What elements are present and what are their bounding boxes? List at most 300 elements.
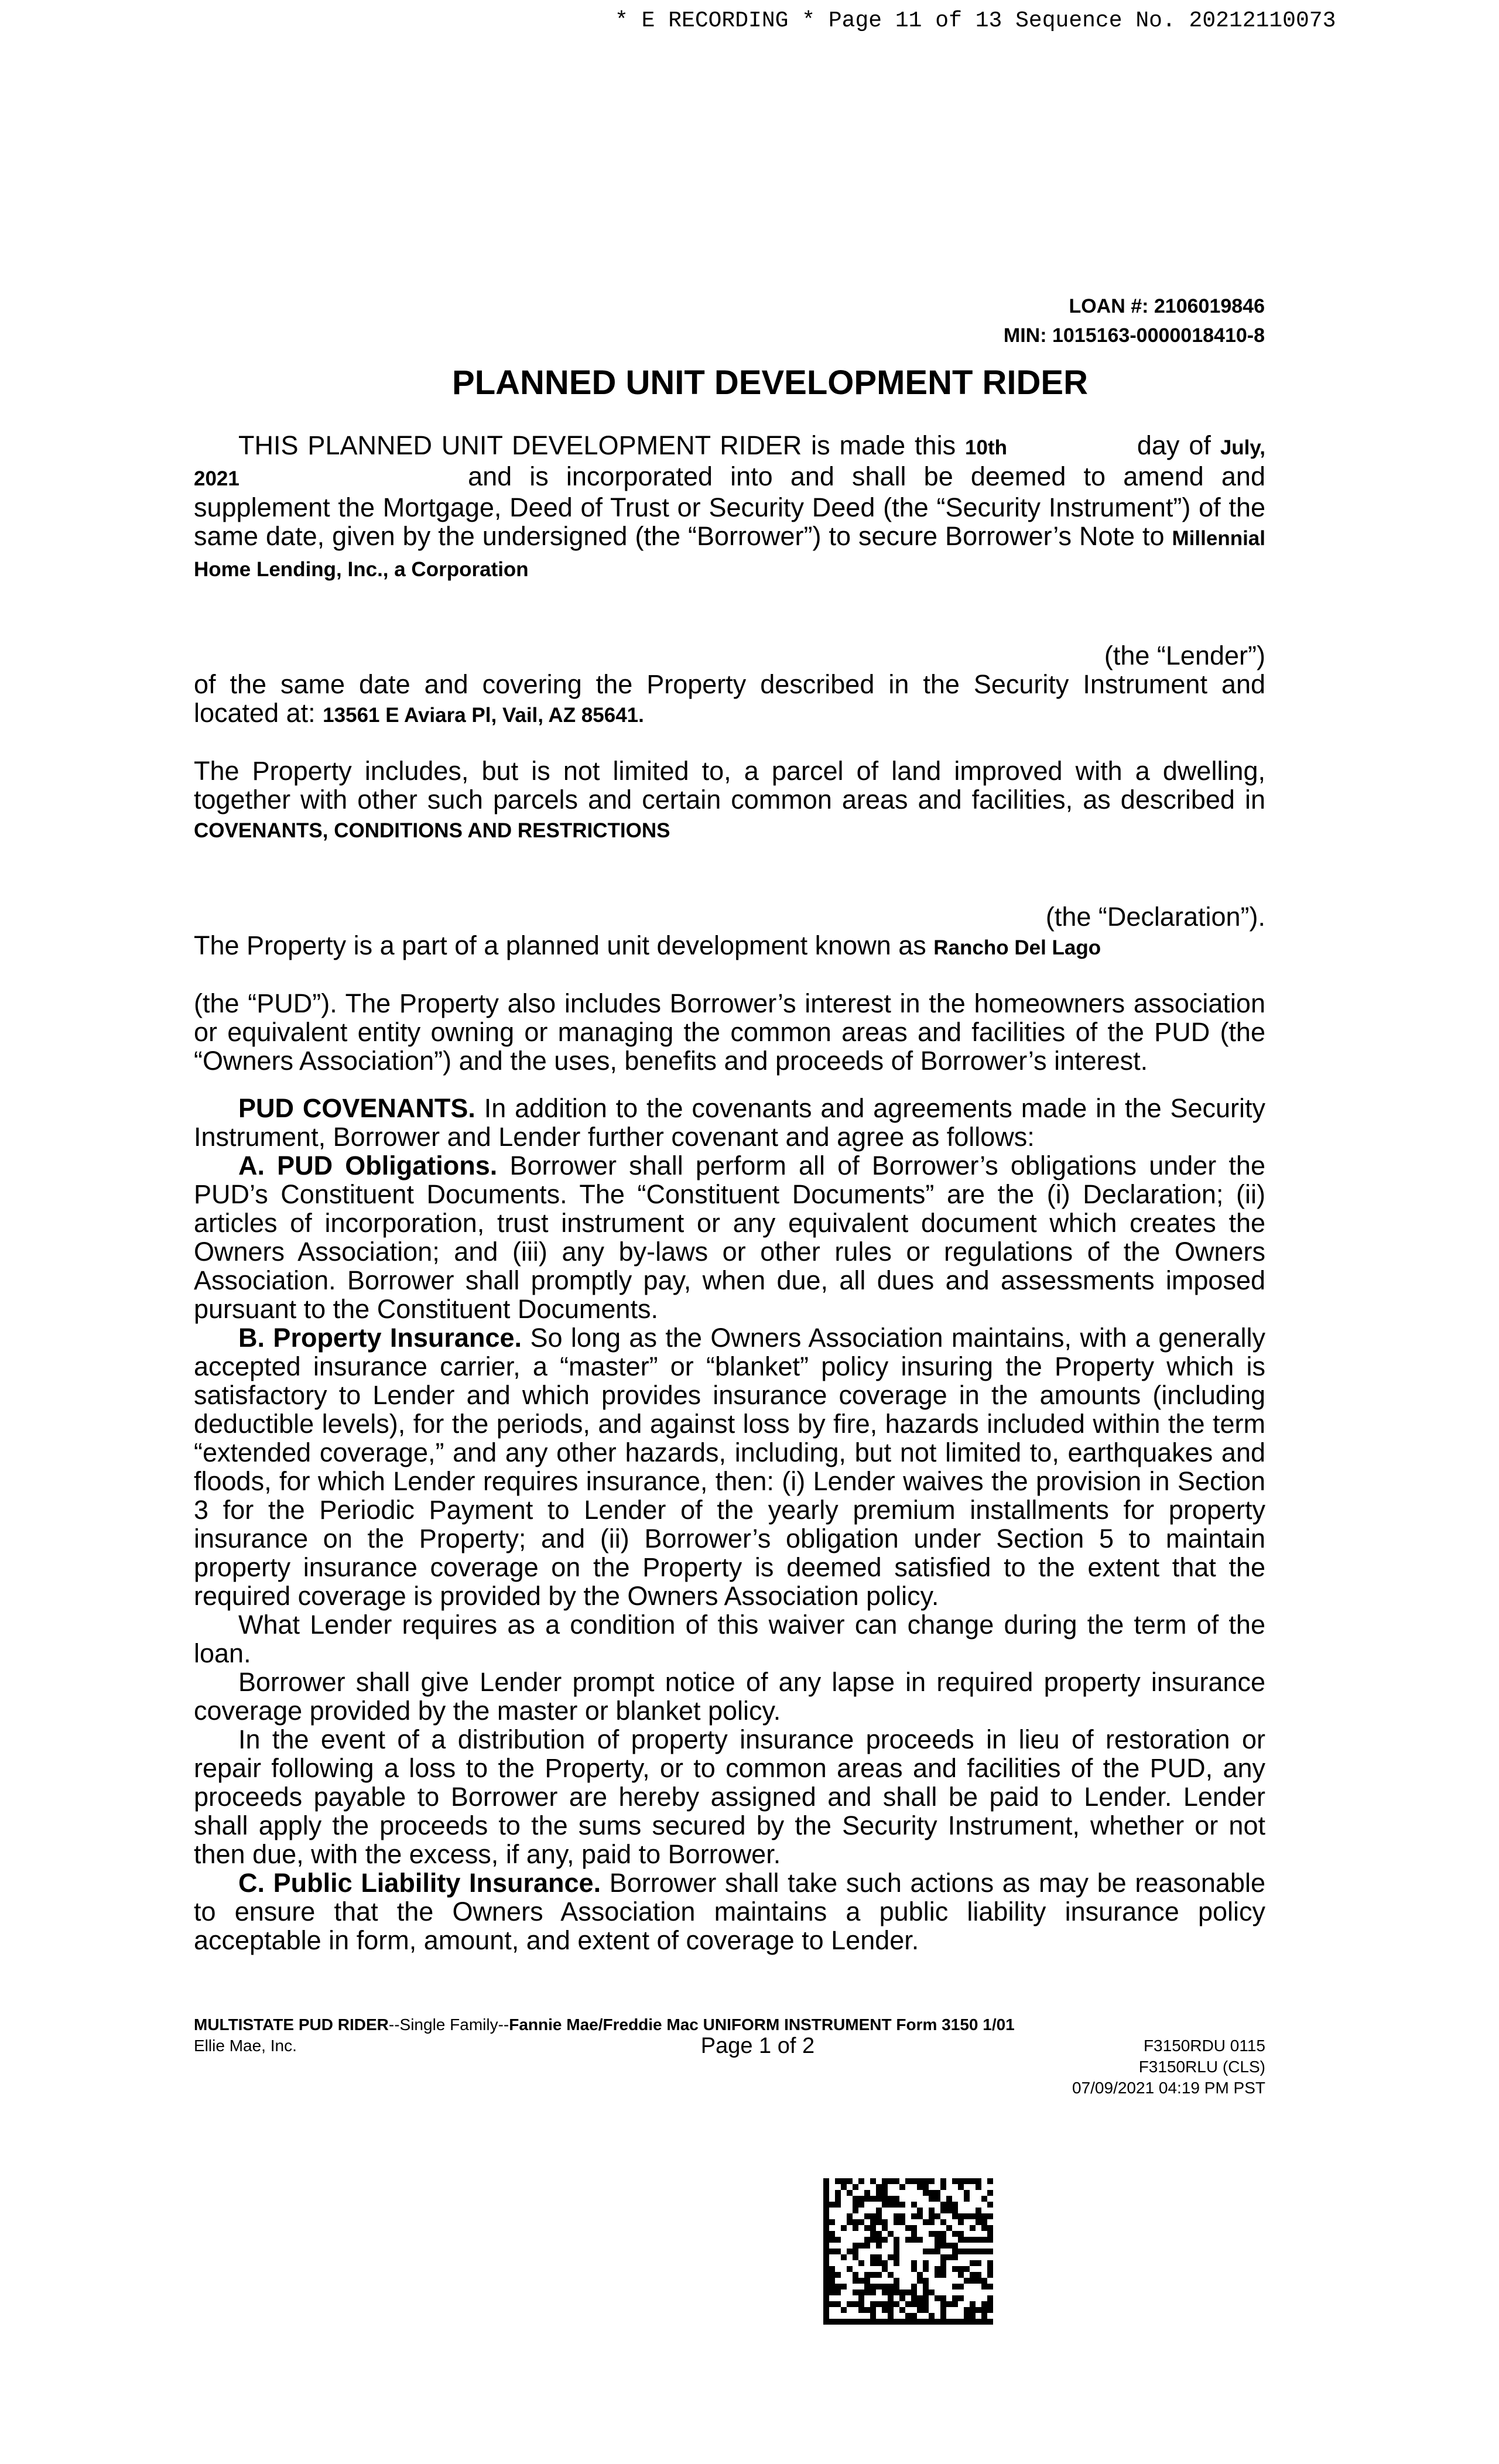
barcode-cell xyxy=(882,2219,888,2225)
barcode-cell xyxy=(858,2178,864,2184)
barcode-cell xyxy=(823,2196,829,2202)
barcode-cell xyxy=(952,2295,958,2301)
document-body xyxy=(194,431,1265,1955)
barcode-cell xyxy=(958,2284,964,2290)
barcode-cell xyxy=(917,2237,923,2243)
barcode-cell xyxy=(853,2249,858,2254)
barcode-cell xyxy=(870,2231,876,2237)
barcode-cell xyxy=(894,2260,899,2266)
barcode-cell xyxy=(835,2284,841,2290)
barcode-cell xyxy=(905,2178,911,2184)
barcode-cell xyxy=(858,2196,864,2202)
barcode-cell xyxy=(870,2213,876,2219)
barcode-cell xyxy=(882,2266,888,2272)
barcode-cell xyxy=(976,2260,981,2266)
barcode-cell xyxy=(970,2301,976,2307)
barcode-cell xyxy=(923,2178,929,2184)
barcode-cell xyxy=(976,2178,981,2184)
barcode-cell xyxy=(876,2208,882,2213)
page-number: Page 1 of 2 xyxy=(700,2034,815,2058)
barcode-cell xyxy=(841,2254,847,2260)
barcode-cell xyxy=(823,2184,829,2190)
barcode-cell xyxy=(847,2219,853,2225)
barcode-cell xyxy=(876,2219,882,2225)
barcode-cell xyxy=(864,2213,870,2219)
barcode-cell xyxy=(823,2190,829,2196)
barcode-2d-icon xyxy=(823,2178,993,2325)
barcode-cell xyxy=(858,2260,864,2266)
barcode-cell xyxy=(899,2319,905,2325)
intro-text-3: and is incorporated into and shall be deemed to amend and supplement the Mortgage, Deed of Trust or Security Deed (the “Security Instrument”) of the same date, given by the undersigned (the “Borrower”) to secure Borrower’s Note to xyxy=(194,461,1265,551)
barcode-cell xyxy=(864,2278,870,2284)
barcode-cell xyxy=(935,2266,940,2272)
barcode-cell xyxy=(970,2225,976,2231)
barcode-cell xyxy=(987,2260,993,2266)
barcode-cell xyxy=(970,2213,976,2219)
barcode-cell xyxy=(888,2254,894,2260)
form-code-1: F3150RDU 0115 xyxy=(1143,2037,1265,2055)
barcode-cell xyxy=(911,2260,917,2266)
barcode-cell xyxy=(888,2301,894,2307)
barcode-cell xyxy=(876,2319,882,2325)
barcode-cell xyxy=(894,2278,899,2284)
barcode-cell xyxy=(964,2190,970,2196)
barcode-cell xyxy=(835,2301,841,2307)
barcode-cell xyxy=(858,2202,864,2208)
barcode-cell xyxy=(964,2237,970,2243)
barcode-cell xyxy=(981,2301,987,2307)
barcode-cell xyxy=(987,2231,993,2237)
barcode-cell xyxy=(899,2213,905,2219)
barcode-cell xyxy=(923,2184,929,2190)
barcode-cell xyxy=(870,2284,876,2290)
barcode-cell xyxy=(882,2284,888,2290)
barcode-cell xyxy=(911,2319,917,2325)
barcode-cell xyxy=(917,2301,923,2307)
barcode-cell xyxy=(882,2307,888,2313)
barcode-cell xyxy=(981,2307,987,2313)
barcode-cell xyxy=(929,2208,935,2213)
barcode-cell xyxy=(858,2278,864,2284)
barcode-cell xyxy=(853,2301,858,2307)
barcode-cell xyxy=(917,2213,923,2219)
intro-text-1: THIS PLANNED UNIT DEVELOPMENT RIDER is made this xyxy=(238,430,956,460)
barcode-cell xyxy=(870,2254,876,2260)
barcode-cell xyxy=(911,2237,917,2243)
barcode-cell xyxy=(935,2190,940,2196)
barcode-cell xyxy=(853,2196,858,2202)
barcode-cell xyxy=(894,2178,899,2184)
form-title: MULTISTATE PUD RIDER xyxy=(194,2015,389,2034)
barcode-cell xyxy=(905,2313,911,2319)
barcode-cell xyxy=(917,2319,923,2325)
lender-name: Millennial Home Lending, Inc., a Corporation xyxy=(194,527,1265,581)
barcode-cell xyxy=(847,2301,853,2307)
barcode-cell xyxy=(888,2307,894,2313)
barcode-cell xyxy=(858,2290,864,2295)
barcode-cell xyxy=(981,2219,987,2225)
barcode-cell xyxy=(970,2313,976,2319)
barcode-cell xyxy=(835,2272,841,2278)
page-footer xyxy=(194,2014,1265,2099)
barcode-cell xyxy=(847,2213,853,2219)
barcode-cell xyxy=(829,2237,835,2243)
barcode-cell xyxy=(876,2213,882,2219)
covenants-intro-text: In addition to the covenants and agreements made in the Security Instrument, Borrower and Lender further covenant and agree as follows: xyxy=(194,1093,1265,1152)
barcode-cell xyxy=(864,2272,870,2278)
barcode-cell xyxy=(853,2208,858,2213)
barcode-cell xyxy=(940,2301,946,2307)
barcode-cell xyxy=(917,2208,923,2213)
barcode-cell xyxy=(823,2225,829,2231)
barcode-cell xyxy=(882,2260,888,2266)
barcode-cell xyxy=(870,2260,876,2266)
barcode-cell xyxy=(981,2278,987,2284)
barcode-cell xyxy=(858,2301,864,2307)
barcode-cell xyxy=(894,2301,899,2307)
barcode-cell xyxy=(864,2190,870,2196)
barcode-cell xyxy=(940,2184,946,2190)
barcode-cell xyxy=(841,2319,847,2325)
form-code-2: F3150RLU (CLS) xyxy=(1138,2058,1265,2076)
barcode-cell xyxy=(958,2184,964,2190)
footer-row xyxy=(194,2035,1265,2099)
loan-number: LOAN #: 2106019846 xyxy=(1069,295,1265,317)
vendor-name: Ellie Mae, Inc. xyxy=(194,2037,297,2055)
barcode-cell xyxy=(987,2284,993,2290)
barcode-cell xyxy=(899,2307,905,2313)
barcode-cell xyxy=(899,2219,905,2225)
section-a xyxy=(194,1151,1265,1323)
barcode-cell xyxy=(835,2319,841,2325)
barcode-cell xyxy=(940,2231,946,2237)
barcode-cell xyxy=(923,2284,929,2290)
barcode-cell xyxy=(829,2278,835,2284)
barcode-cell xyxy=(876,2284,882,2290)
barcode-cell xyxy=(894,2319,899,2325)
barcode-cell xyxy=(829,2266,835,2272)
barcode-cell xyxy=(853,2202,858,2208)
barcode-cell xyxy=(946,2196,952,2202)
barcode-cell xyxy=(829,2249,835,2254)
barcode-cell xyxy=(823,2249,829,2254)
barcode-cell xyxy=(952,2266,958,2272)
barcode-cell xyxy=(929,2213,935,2219)
barcode-cell xyxy=(888,2319,894,2325)
barcode-cell xyxy=(976,2278,981,2284)
barcode-cell xyxy=(923,2249,929,2254)
barcode-cell xyxy=(894,2213,899,2219)
barcode-cell xyxy=(929,2196,935,2202)
barcode-cell xyxy=(823,2266,829,2272)
barcode-cell xyxy=(876,2190,882,2196)
barcode-cell xyxy=(952,2178,958,2184)
barcode-cell xyxy=(894,2196,899,2202)
barcode-cell xyxy=(964,2213,970,2219)
barcode-cell xyxy=(970,2237,976,2243)
barcode-cell xyxy=(841,2307,847,2313)
barcode-cell xyxy=(882,2225,888,2231)
barcode-cell xyxy=(894,2202,899,2208)
barcode-cell xyxy=(894,2243,899,2249)
location-text: of the same date and covering the Property described in the Security Instrument and located at: xyxy=(194,669,1265,728)
barcode-cell xyxy=(958,2219,964,2225)
barcode-cell xyxy=(970,2307,976,2313)
print-timestamp: 07/09/2021 04:19 PM PST xyxy=(1072,2079,1265,2097)
barcode-cell xyxy=(940,2254,946,2260)
barcode-cell xyxy=(940,2243,946,2249)
barcode-cell xyxy=(958,2178,964,2184)
barcode-cell xyxy=(935,2319,940,2325)
barcode-cell xyxy=(876,2196,882,2202)
pud-line xyxy=(194,931,1265,962)
barcode-cell xyxy=(823,2243,829,2249)
barcode-cell xyxy=(917,2278,923,2284)
barcode-cell xyxy=(905,2290,911,2295)
form-line xyxy=(194,2014,1265,2035)
barcode-cell xyxy=(905,2237,911,2243)
barcode-cell xyxy=(981,2225,987,2231)
barcode-cell xyxy=(976,2319,981,2325)
barcode-cell xyxy=(905,2301,911,2307)
barcode-cell xyxy=(929,2313,935,2319)
barcode-cell xyxy=(929,2249,935,2254)
barcode-cell xyxy=(876,2184,882,2190)
barcode-cell xyxy=(899,2184,905,2190)
barcode-cell xyxy=(911,2295,917,2301)
barcode-cell xyxy=(858,2219,864,2225)
barcode-cell xyxy=(981,2284,987,2290)
barcode-cell xyxy=(894,2290,899,2295)
barcode-cell xyxy=(876,2301,882,2307)
location-paragraph xyxy=(194,670,1265,730)
barcode-cell xyxy=(841,2178,847,2184)
barcode-cell xyxy=(911,2301,917,2307)
date-value: July, 2021 xyxy=(194,436,1265,490)
barcode-cell xyxy=(911,2290,917,2295)
barcode-cell xyxy=(935,2272,940,2278)
barcode-cell xyxy=(853,2278,858,2284)
barcode-cell xyxy=(987,2190,993,2196)
barcode-cell xyxy=(829,2301,835,2307)
barcode-cell xyxy=(940,2313,946,2319)
barcode-cell xyxy=(935,2243,940,2249)
section-b-text: So long as the Owners Association maintains, with a generally accepted insurance carrier, a “master” or “blanket” policy insuring the Property which is satisfactory to Lender and which provides insurance coverage in the amounts (including deductible levels), for the periods, and against loss by fire, hazards included within the term “extended coverage,” and any other hazards, including, but not limited to, earthquakes and floods, for which Lender requires insurance, then: (i) Lender waives the provision in Section 3 for the Periodic Payment to Lender of the yearly premium installments for property insurance on the Property; and (ii) Borrower’s obligation under Section 5 to maintain property insurance coverage on the Property is deemed satisfied to the extent that the required coverage is provided by the Owners Association policy. xyxy=(194,1323,1265,1611)
barcode-cell xyxy=(888,2196,894,2202)
barcode-cell xyxy=(894,2254,899,2260)
barcode-cell xyxy=(894,2249,899,2254)
barcode-cell xyxy=(952,2254,958,2260)
barcode-cell xyxy=(882,2184,888,2190)
barcode-cell xyxy=(917,2184,923,2190)
barcode-cell xyxy=(847,2249,853,2254)
barcode-cell xyxy=(940,2178,946,2184)
barcode-cell xyxy=(823,2219,829,2225)
barcode-cell xyxy=(882,2190,888,2196)
barcode-cell xyxy=(864,2196,870,2202)
barcode-cell xyxy=(929,2290,935,2295)
barcode-cell xyxy=(923,2290,929,2295)
barcode-cell xyxy=(823,2254,829,2260)
recording-stamp: * E RECORDING * Page 11 of 13 Sequence No. 20212110073 xyxy=(615,8,1336,33)
barcode-cell xyxy=(952,2208,958,2213)
section-b-waiver: What Lender requires as a condition of this waiver can change during the term of the loan. xyxy=(194,1610,1265,1668)
barcode-cell xyxy=(987,2295,993,2301)
barcode-cell xyxy=(923,2295,929,2301)
barcode-cell xyxy=(870,2178,876,2184)
barcode-cell xyxy=(987,2213,993,2219)
barcode-cell xyxy=(981,2237,987,2243)
section-a-text: Borrower shall perform all of Borrower’s obligations under the PUD’s Constituent Documents. The “Constituent Documents” are the (i) Declaration; (ii) articles of incorporation, trust instrument or any equivalent document which creates the Owners Association; and (iii) any by-laws or other rules or regulations of the Owners Association. Borrower shall promptly pay, when due, all dues and assessments imposed pursuant to the Constituent Documents. xyxy=(194,1151,1265,1324)
barcode-cell xyxy=(929,2219,935,2225)
barcode-cell xyxy=(970,2272,976,2278)
barcode-cell xyxy=(888,2202,894,2208)
barcode-cell xyxy=(870,2290,876,2295)
barcode-cell xyxy=(981,2196,987,2202)
declaration-tag: (the “Declaration”). xyxy=(1045,902,1265,932)
barcode-cell xyxy=(917,2178,923,2184)
barcode-cell xyxy=(929,2178,935,2184)
property-text-1: The Property includes, but is not limited to, a parcel of land improved with a dwelling, together with other such parcels and certain common areas and facilities, as described in xyxy=(194,756,1265,815)
barcode-cell xyxy=(888,2231,894,2237)
barcode-cell xyxy=(888,2313,894,2319)
barcode-cell xyxy=(870,2307,876,2313)
barcode-cell xyxy=(870,2237,876,2243)
barcode-cell xyxy=(923,2307,929,2313)
barcode-cell xyxy=(970,2260,976,2266)
barcode-cell xyxy=(940,2202,946,2208)
barcode-cell xyxy=(970,2178,976,2184)
form-type: --Single Family-- xyxy=(388,2015,509,2034)
barcode-cell xyxy=(899,2295,905,2301)
min-number: MIN: 1015163-0000018410-8 xyxy=(1003,324,1265,347)
barcode-cell xyxy=(823,2231,829,2237)
section-b xyxy=(194,1323,1265,1610)
barcode-cell xyxy=(882,2178,888,2184)
barcode-cell xyxy=(853,2219,858,2225)
barcode-cell xyxy=(976,2307,981,2313)
barcode-cell xyxy=(835,2196,841,2202)
barcode-cell xyxy=(964,2249,970,2254)
section-a-heading: A. PUD Obligations. xyxy=(238,1151,498,1180)
barcode-cell xyxy=(976,2237,981,2243)
barcode-cell xyxy=(911,2284,917,2290)
barcode-cell xyxy=(864,2290,870,2295)
barcode-cell xyxy=(952,2213,958,2219)
barcode-cell xyxy=(858,2243,864,2249)
barcode-cell xyxy=(976,2213,981,2219)
barcode-cell xyxy=(905,2319,911,2325)
barcode-cell xyxy=(923,2319,929,2325)
day-value: 10th xyxy=(965,436,1007,459)
covenants-heading: PUD COVENANTS. xyxy=(238,1093,475,1123)
barcode-cell xyxy=(899,2290,905,2295)
barcode-cell xyxy=(888,2290,894,2295)
barcode-cell xyxy=(940,2219,946,2225)
barcode-cell xyxy=(929,2231,935,2237)
barcode-cell xyxy=(835,2249,841,2254)
barcode-cell xyxy=(917,2295,923,2301)
barcode-cell xyxy=(870,2313,876,2319)
barcode-cell xyxy=(882,2319,888,2325)
barcode-cell xyxy=(870,2196,876,2202)
barcode-cell xyxy=(976,2249,981,2254)
barcode-cell xyxy=(882,2237,888,2243)
barcode-cell xyxy=(952,2249,958,2254)
barcode-cell xyxy=(864,2319,870,2325)
barcode-cell xyxy=(940,2295,946,2301)
page-title: PLANNED UNIT DEVELOPMENT RIDER xyxy=(452,364,1088,402)
barcode-cell xyxy=(876,2237,882,2243)
barcode-cell xyxy=(987,2225,993,2231)
barcode-cell xyxy=(888,2284,894,2290)
barcode-cell xyxy=(958,2266,964,2272)
barcode-cell xyxy=(823,2301,829,2307)
barcode-cell xyxy=(870,2301,876,2307)
barcode-cell xyxy=(823,2202,829,2208)
barcode-cell xyxy=(976,2219,981,2225)
pud-text: The Property is a part of a planned unit development known as xyxy=(194,930,926,960)
barcode-cell xyxy=(894,2284,899,2290)
barcode-cell xyxy=(882,2202,888,2208)
barcode-cell xyxy=(958,2319,964,2325)
form-number: Fannie Mae/Freddie Mac UNIFORM INSTRUMENT Form 3150 1/01 xyxy=(509,2015,1015,2034)
barcode-cell xyxy=(946,2208,952,2213)
barcode-cell xyxy=(870,2225,876,2231)
barcode-cell xyxy=(823,2278,829,2284)
barcode-cell xyxy=(958,2231,964,2237)
barcode-cell xyxy=(940,2272,946,2278)
barcode-cell xyxy=(829,2290,835,2295)
barcode-cell xyxy=(964,2278,970,2284)
loan-info xyxy=(1004,292,1265,350)
barcode-cell xyxy=(964,2266,970,2272)
barcode-cell xyxy=(876,2272,882,2278)
barcode-cell xyxy=(835,2202,841,2208)
barcode-cell xyxy=(952,2202,958,2208)
barcode-cell xyxy=(835,2190,841,2196)
barcode-cell xyxy=(864,2284,870,2290)
barcode-cell xyxy=(876,2254,882,2260)
barcode-cell xyxy=(987,2266,993,2272)
barcode-cell xyxy=(829,2272,835,2278)
barcode-cell xyxy=(823,2284,829,2290)
lender-tag: (the “Lender”) xyxy=(1104,641,1265,670)
barcode-cell xyxy=(847,2190,853,2196)
barcode-cell xyxy=(823,2260,829,2266)
barcode-cell xyxy=(894,2219,899,2225)
barcode-cell xyxy=(958,2237,964,2243)
barcode-cell xyxy=(987,2301,993,2307)
barcode-cell xyxy=(864,2225,870,2231)
barcode-cell xyxy=(981,2213,987,2219)
barcode-cell xyxy=(952,2284,958,2290)
intro-text-2: day of xyxy=(1137,430,1211,460)
barcode-cell xyxy=(835,2178,841,2184)
barcode-cell xyxy=(981,2319,987,2325)
barcode-cell xyxy=(958,2249,964,2254)
barcode-cell xyxy=(940,2266,946,2272)
barcode-cell xyxy=(923,2260,929,2266)
barcode-cell xyxy=(911,2213,917,2219)
barcode-cell xyxy=(911,2313,917,2319)
barcode-cell xyxy=(946,2254,952,2260)
barcode-cell xyxy=(864,2237,870,2243)
barcode-cell xyxy=(858,2307,864,2313)
barcode-cell xyxy=(964,2313,970,2319)
barcode-cell xyxy=(829,2284,835,2290)
barcode-cell xyxy=(970,2319,976,2325)
